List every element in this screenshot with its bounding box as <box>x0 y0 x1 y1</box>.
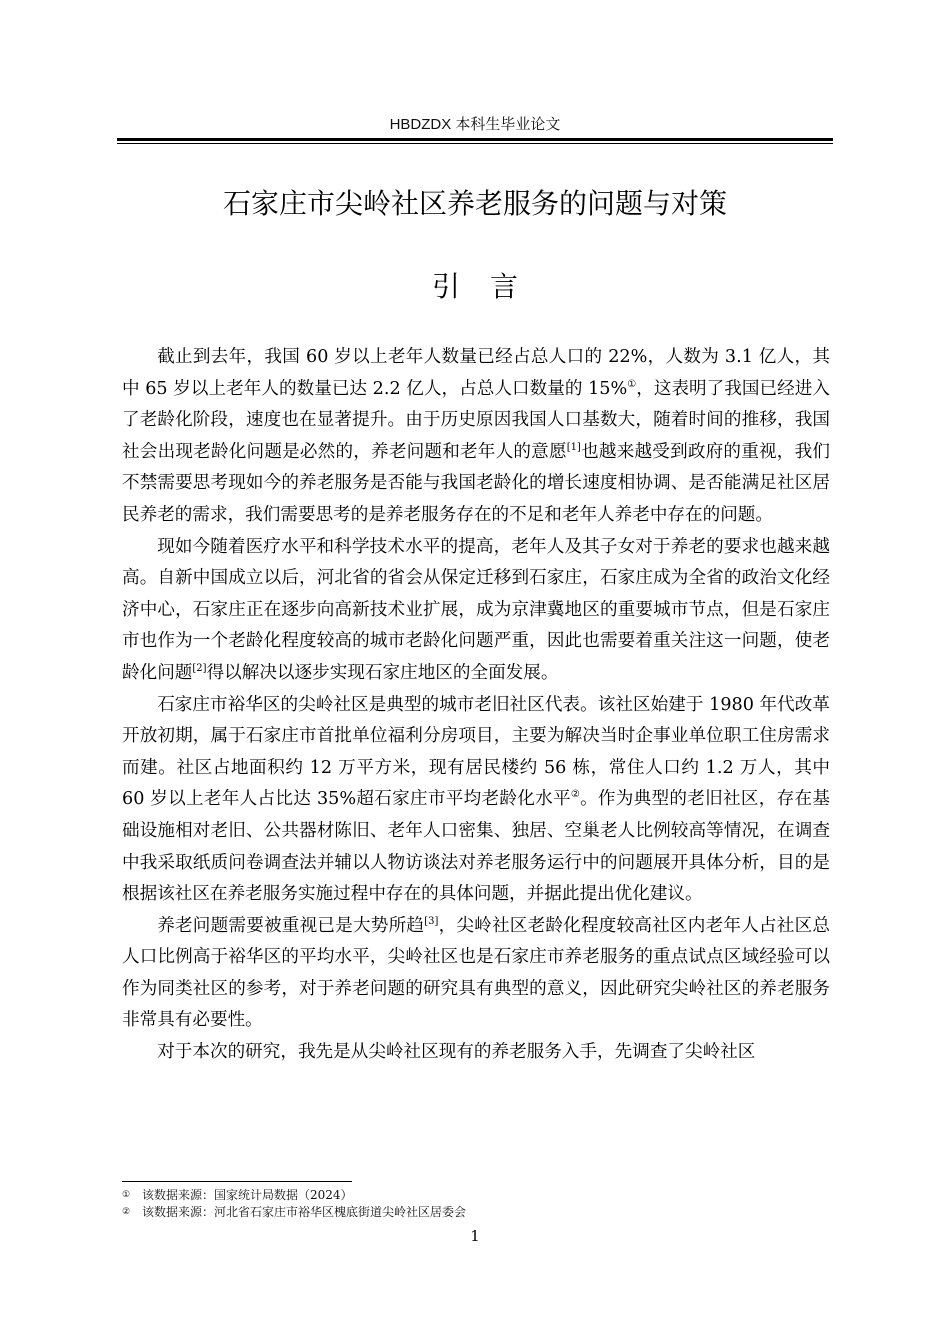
footnotes <box>122 1187 830 1221</box>
header-rule-thick <box>117 138 833 141</box>
text-run: ，尖岭社区老龄化程度较高社区内老年人占社区总人口比例高于裕华区的平均水平，尖岭社区也是石家庄市养老服务的重点试点区域经验可以作为同类社区的参考，对于养老问题的研究具有典型的意义，因此研究尖岭社区的养老服务非常具有必要性。 <box>122 915 830 1031</box>
text-run: 得以解决以逐步实现石家庄地区的全面发展。 <box>206 662 559 683</box>
text-run: 现如今随着医疗水平和科学技术水平的提高，老年人及其子女对于养老的要求也越来越高。自新中国成立以后，河北省的省会从保定迁移到石家庄，石家庄成为全省的政治文化经济中心，石家庄正在逐步向高新技术业扩展，成为京津冀地区的重要城市节点，但是石家庄市也作为一个老龄化程度较高的城市老龄化问题严重，因此也需要着重关注这一问题，使老龄化问题 <box>122 536 830 683</box>
text-run: 对于本次的研究，我先是从尖岭社区现有的养老服务入手，先调查了尖岭社区 <box>157 1042 756 1063</box>
paragraph <box>122 532 830 690</box>
footnote-ref: ② <box>570 789 581 801</box>
footnote-text: 该数据来源：国家统计局数据（2024） <box>142 1188 353 1202</box>
footnote <box>122 1187 830 1204</box>
footnote-mark: ① <box>122 1190 131 1200</box>
paragraph <box>122 690 830 911</box>
text-run: ，这表明了我国已经进入了老龄化阶段，速度也在显著提升。由于历史原因我国人口基数大，随着时间的推移，我国社会出现老龄化问题是必然的，养老问题和老年人的意愿 <box>122 378 830 462</box>
text-run: 截止到去年，我国 60 岁以上老年人数量已经占总人口的 22%，人数为 3.1 亿人，其中 65 岁以上老年人的数量已达 2.2 亿人，占总人口数量的 15% <box>122 347 830 399</box>
header-rule-thin <box>117 143 833 144</box>
paper-title: 石家庄市尖岭社区养老服务的问题与对策 <box>222 187 727 220</box>
footnote <box>122 1204 830 1221</box>
paragraph <box>122 1037 830 1069</box>
text-run: 。作为典型的老旧社区，存在基础设施相对老旧、公共器材陈旧、老年人口密集、独居、空巢老人比例较高等情况，在调查中我采取纸质问卷调查法并辅以人物访谈法对养老服务运行中的问题展开具体分析，目的是根据该社区在养老服务实施过程中存在的具体问题，并据此提出优化建议。 <box>122 789 830 905</box>
citation-ref: [3] <box>424 915 439 927</box>
footnote-separator <box>122 1181 352 1182</box>
citation-ref: [2] <box>192 663 207 675</box>
text-run: 石家庄市裕华区的尖岭社区是典型的城市老旧社区代表。该社区始建于 1980 年代改革开放初期，属于石家庄市首批单位福利分房项目，主要为解决当时企事业单位职工住房需求而建。社区占地面积约 12 万平方米，现有居民楼约 56 栋，常住人口约 1.2 万人，其中 60 岁以上老年人占比达 35%超石家庄市平均老龄化水平 <box>122 694 830 810</box>
page-number: 1 <box>470 1227 480 1245</box>
citation-ref: [1] <box>566 441 581 453</box>
body-text <box>122 342 830 1069</box>
paragraph <box>122 342 830 532</box>
text-run: 养老问题需要被重视已是大势所趋 <box>157 915 425 936</box>
footnote-text: 该数据来源：河北省石家庄市裕华区槐底街道尖岭社区居委会 <box>142 1205 467 1219</box>
paragraph <box>122 911 830 1037</box>
running-header: HBDZDX 本科生毕业论文 <box>389 116 561 133</box>
text-run: 也越来越受到政府的重视，我们不禁需要思考现如今的养老服务是否能与我国老龄化的增长速度相协调、是否能满足社区居民养老的需求，我们需要思考的是养老服务存在的不足和老年人养老中存在的问题。 <box>122 441 830 525</box>
footnote-ref: ① <box>627 378 637 390</box>
footnote-mark: ② <box>122 1207 131 1217</box>
section-heading: 引言 <box>431 270 548 303</box>
